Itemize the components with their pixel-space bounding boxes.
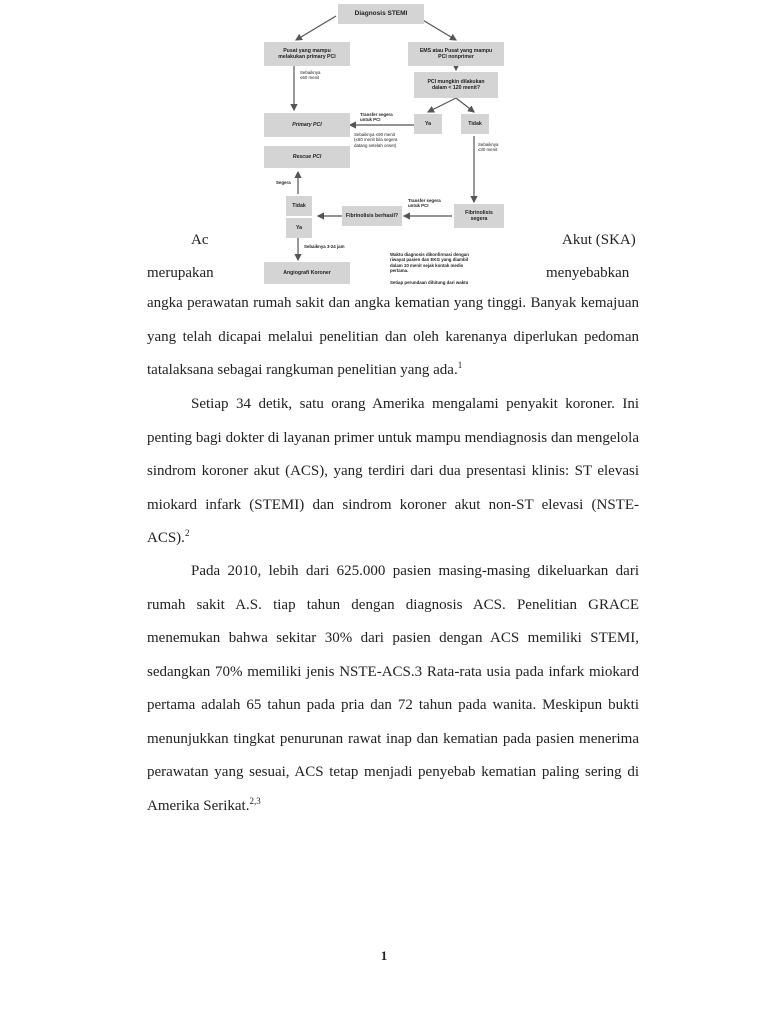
fibrinolysis-now-box: Fibrinolisis segera (454, 204, 504, 228)
paragraph-1-continued (147, 287, 639, 388)
stemi-diagnosis-box: Diagnosis STEMI (338, 4, 424, 24)
stemi-flowchart (256, 0, 512, 290)
reference-2-3: 2,3 (249, 795, 261, 806)
p1-line1-end: Akut (SKA) (562, 232, 636, 248)
primary-pci-center-box: Pusat yang mampu melakukan primary PCI (264, 42, 350, 66)
page-number: 1 (380, 948, 388, 963)
reference-2: 2 (184, 528, 190, 538)
primary-pci-box: Primary PCI (264, 113, 350, 137)
paragraph-2-text: Setiap 34 detik, satu orang Amerika mengalami penyakit koroner. Ini penting bagi dokter di layanan primer untuk mampu mendiagnosis dan mengelola sindrom koroner akut (ACS), yang terdiri dari dua presentasi klinis: ST elevasi miokard infark (STEMI) dan sindrom koroner akut non-ST elevasi (NSTE-ACS). (147, 396, 639, 546)
delay-3-24-note: Sebaiknya 3-24 jam (304, 244, 345, 249)
rescue-pci-box: Rescue PCI (264, 146, 350, 168)
paragraph-1-text: angka perawatan rumah sakit dan angka kematian yang tinggi. Banyak kemajuan yang telah dicapai melalui penelitian dan oleh karenanya diperlukan pedoman tatalaksana sebagai rangkuman penelitian yang ada. (147, 295, 639, 378)
paragraph-3-text: Pada 2010, lebih dari 625.000 pasien masing-masing dikeluarkan dari rumah sakit A.S. tiap tahun dengan diagnosis ACS. Penelitian GRACE menemukan bahwa sekitar 30% dari pasien dengan ACS memiliki STEMI, sedangkan 70% memiliki jenis NSTE-ACS.3 Rata-rata usia pada infark miokard pertama adalah 65 tahun pada pria dan 72 tahun pada wanita. Meskipun bukti menunjukkan tingkat penurunan rawat inap dan kematian pada pasien menerima perawatan yang sesuai, ACS tetap menjadi penyebab kematian paling sering di Amerika Serikat. (147, 563, 639, 814)
time-definition-note: Waktu diagnosis dikonfirmasi dengan riwayat pasien dan EKG yang diambil dalam 10 menit sejak kontak medis pertama. (390, 252, 469, 274)
transfer-pci-note: Transfer segera untuk PCI (408, 198, 441, 209)
delay-30-note: Sebaiknya ≤30 menit (478, 142, 499, 153)
tidak-box-1: Tidak (461, 114, 489, 134)
ya-box-1: Ya (414, 114, 442, 134)
angiography-box: Angiografi Koroner (264, 262, 350, 284)
delay-count-note: Setiap perundaan dihitung dari waktu (390, 280, 469, 285)
reference-1: 1 (457, 360, 463, 370)
transfer-now-note: Transfer segera untuk PCI (360, 112, 393, 123)
tidak-box-2: Tidak (286, 196, 312, 216)
pci-question-box: PCI mungkin dilakukan dalam < 120 menit? (414, 72, 498, 98)
paragraph-2 (147, 388, 639, 556)
p1-line2-start: merupakan (147, 265, 214, 281)
fibrinolysis-success-box: Fibrinolisis berhasil? (342, 206, 402, 226)
paragraph-3 (147, 555, 639, 823)
segera-note: Segera (276, 180, 291, 185)
p1-line2-end: menyebabkan (546, 265, 630, 281)
non-primary-center-box: EMS atau Pusat yang mampu PCI nonprimer (408, 42, 504, 66)
delay-90-note: Sebaiknya ≤90 menit (≤60 menit bila segera datang setelah onset) (354, 132, 398, 148)
delay-60-note: Sebaiknya ≤60 menit (300, 70, 321, 81)
ya-box-2: Ya (286, 218, 312, 238)
p1-line1-start: Ac (191, 232, 209, 248)
